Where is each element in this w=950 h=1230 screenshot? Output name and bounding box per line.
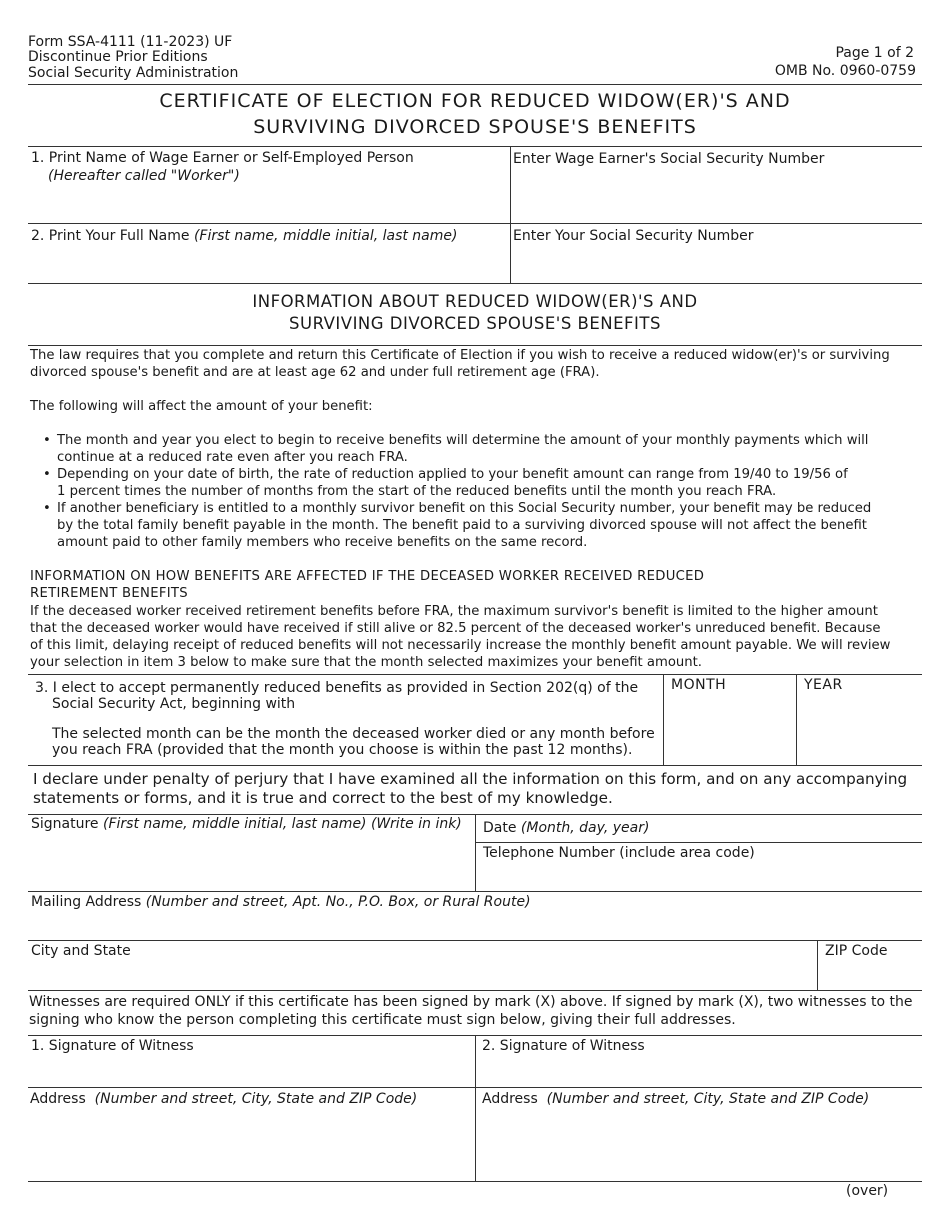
rule bbox=[28, 940, 922, 941]
omb-number: OMB No. 0960-0759 bbox=[774, 63, 916, 79]
reduced-heading: INFORMATION ON HOW BENEFITS ARE AFFECTED IF THE DECEASED WORKER RECEIVED REDUCED bbox=[30, 569, 705, 584]
bullet-text: The month and year you elect to begin to receive benefits will determine the amount of your monthly payments which will bbox=[57, 433, 869, 448]
your-name-label: 2. Print Your Full Name (First name, middle initial, last name) bbox=[31, 228, 458, 244]
rule bbox=[28, 223, 922, 224]
discontinue-note: Discontinue Prior Editions bbox=[28, 49, 208, 65]
agency-name: Social Security Administration bbox=[28, 65, 239, 81]
your-ssn-label: Enter Your Social Security Number bbox=[513, 228, 754, 244]
your-name-field[interactable] bbox=[30, 248, 506, 281]
date-label: Date (Month, day, year) bbox=[483, 820, 650, 836]
worker-name-note: (Hereafter called "Worker") bbox=[48, 168, 240, 184]
rule bbox=[475, 842, 922, 843]
divider bbox=[475, 1035, 476, 1181]
divider bbox=[510, 146, 511, 283]
zip-field[interactable] bbox=[820, 962, 918, 988]
intro-text: The law requires that you complete and return this Certificate of Election if you wish to receive a reduced widow(er)'s or surviving bbox=[30, 348, 890, 363]
phone-label: Telephone Number (include area code) bbox=[483, 845, 755, 861]
witness-intro: signing who know the person completing this certificate must sign below, giving their full addresses. bbox=[29, 1012, 736, 1028]
worker-name-field[interactable] bbox=[30, 188, 506, 221]
year-label: YEAR bbox=[804, 677, 843, 693]
election-text: Social Security Act, beginning with bbox=[52, 696, 296, 712]
over-note: (over) bbox=[846, 1183, 889, 1199]
city-state-field[interactable] bbox=[30, 962, 813, 988]
divider bbox=[817, 940, 818, 990]
election-text: 3. I elect to accept permanently reduced benefits as provided in Section 202(q) of the bbox=[35, 680, 639, 696]
date-field[interactable] bbox=[650, 816, 918, 840]
form-title-line2: SURVIVING DIVORCED SPOUSE'S BENEFITS bbox=[253, 116, 697, 138]
reduced-text: of this limit, delaying receipt of reduced benefits will not necessarily increase the monthly benefit amount payable. We will review bbox=[30, 638, 891, 653]
witness1-signature-field[interactable] bbox=[30, 1057, 471, 1085]
worker-name-label: 1. Print Name of Wage Earner or Self-Employed Person bbox=[31, 150, 414, 166]
election-note: you reach FRA (provided that the month you choose is within the past 12 months). bbox=[52, 742, 633, 758]
election-note: The selected month can be the month the deceased worker died or any month before bbox=[52, 726, 655, 742]
bullet-text: amount paid to other family members who receive benefits on the same record. bbox=[57, 535, 588, 550]
info-heading-line2: SURVIVING DIVORCED SPOUSE'S BENEFITS bbox=[289, 314, 661, 333]
month-field[interactable] bbox=[666, 696, 792, 762]
form-number: Form SSA-4111 (11-2023) UF bbox=[28, 34, 233, 50]
your-ssn-field[interactable] bbox=[513, 248, 918, 281]
witness1-address-label: Address (Number and street, City, State and ZIP Code) bbox=[30, 1091, 418, 1107]
signature-field[interactable] bbox=[30, 836, 471, 889]
witness2-address-field[interactable] bbox=[479, 1110, 918, 1178]
witness-intro: Witnesses are required ONLY if this certificate has been signed by mark (X) above. If signed by mark (X), two witnesses to the bbox=[29, 994, 913, 1010]
bullet-icon: • bbox=[43, 467, 51, 482]
zip-label: ZIP Code bbox=[825, 943, 888, 959]
bullet-text: If another beneficiary is entitled to a monthly survivor benefit on this Social Security number, your benefit may be reduced bbox=[57, 501, 872, 516]
header-rule bbox=[28, 84, 922, 85]
worker-ssn-label: Enter Wage Earner's Social Security Number bbox=[513, 151, 825, 167]
form-title-line1: CERTIFICATE OF ELECTION FOR REDUCED WIDOW(ER)'S AND bbox=[159, 90, 791, 112]
reduced-text: your selection in item 3 below to make sure that the month selected maximizes your benefit amount. bbox=[30, 655, 702, 670]
declaration-text: statements or forms, and it is true and correct to the best of my knowledge. bbox=[33, 789, 613, 807]
declaration-text: I declare under penalty of perjury that I have examined all the information on this form, and on any accompanying bbox=[33, 770, 908, 788]
worker-ssn-field[interactable] bbox=[513, 170, 918, 220]
rule bbox=[28, 674, 922, 675]
rule bbox=[28, 990, 922, 991]
info-heading-line1: INFORMATION ABOUT REDUCED WIDOW(ER)'S AND bbox=[252, 292, 698, 311]
divider bbox=[796, 674, 797, 765]
month-label: MONTH bbox=[671, 677, 727, 693]
mailing-address-label: Mailing Address (Number and street, Apt. No., P.O. Box, or Rural Route) bbox=[31, 894, 531, 910]
year-field[interactable] bbox=[799, 696, 919, 762]
witness2-signature-label: 2. Signature of Witness bbox=[482, 1038, 645, 1054]
divider bbox=[663, 674, 664, 765]
bullet-text: Depending on your date of birth, the rate of reduction applied to your benefit amount can range from 19/40 to 19/56 of bbox=[57, 467, 848, 482]
rule bbox=[28, 345, 922, 346]
city-state-label: City and State bbox=[31, 943, 131, 959]
page-number: Page 1 of 2 bbox=[835, 45, 914, 61]
affect-text: The following will affect the amount of your benefit: bbox=[30, 399, 373, 414]
reduced-text: If the deceased worker received retirement benefits before FRA, the maximum survivor's benefit is limited to the higher amount bbox=[30, 604, 878, 619]
mailing-address-field[interactable] bbox=[30, 913, 918, 938]
bullet-text: by the total family benefit payable in the month. The benefit paid to a surviving divorced spouse will not affect the benefit bbox=[57, 518, 867, 533]
divider bbox=[475, 814, 476, 891]
signature-label: Signature (First name, middle initial, last name) (Write in ink) bbox=[31, 816, 462, 832]
bullet-icon: • bbox=[43, 501, 51, 516]
rule bbox=[28, 283, 922, 284]
bullet-icon: • bbox=[43, 433, 51, 448]
witness2-signature-field[interactable] bbox=[479, 1057, 918, 1085]
reduced-text: that the deceased worker would have received if still alive or 82.5 percent of the deceased worker's unreduced benefit. Because bbox=[30, 621, 881, 636]
phone-field[interactable] bbox=[478, 864, 918, 889]
witness1-signature-label: 1. Signature of Witness bbox=[31, 1038, 194, 1054]
rule bbox=[28, 1181, 922, 1182]
reduced-heading: RETIREMENT BENEFITS bbox=[30, 586, 188, 601]
witness1-address-field[interactable] bbox=[30, 1110, 471, 1178]
rule bbox=[28, 765, 922, 766]
rule bbox=[28, 146, 922, 147]
witness2-address-label: Address (Number and street, City, State and ZIP Code) bbox=[482, 1091, 870, 1107]
rule bbox=[28, 1087, 922, 1088]
rule bbox=[28, 891, 922, 892]
bullet-text: 1 percent times the number of months from the start of the reduced benefits until the month you reach FRA. bbox=[57, 484, 777, 499]
intro-text: divorced spouse's benefit and are at least age 62 and under full retirement age (FRA). bbox=[30, 365, 600, 380]
bullet-text: continue at a reduced rate even after you reach FRA. bbox=[57, 450, 408, 465]
